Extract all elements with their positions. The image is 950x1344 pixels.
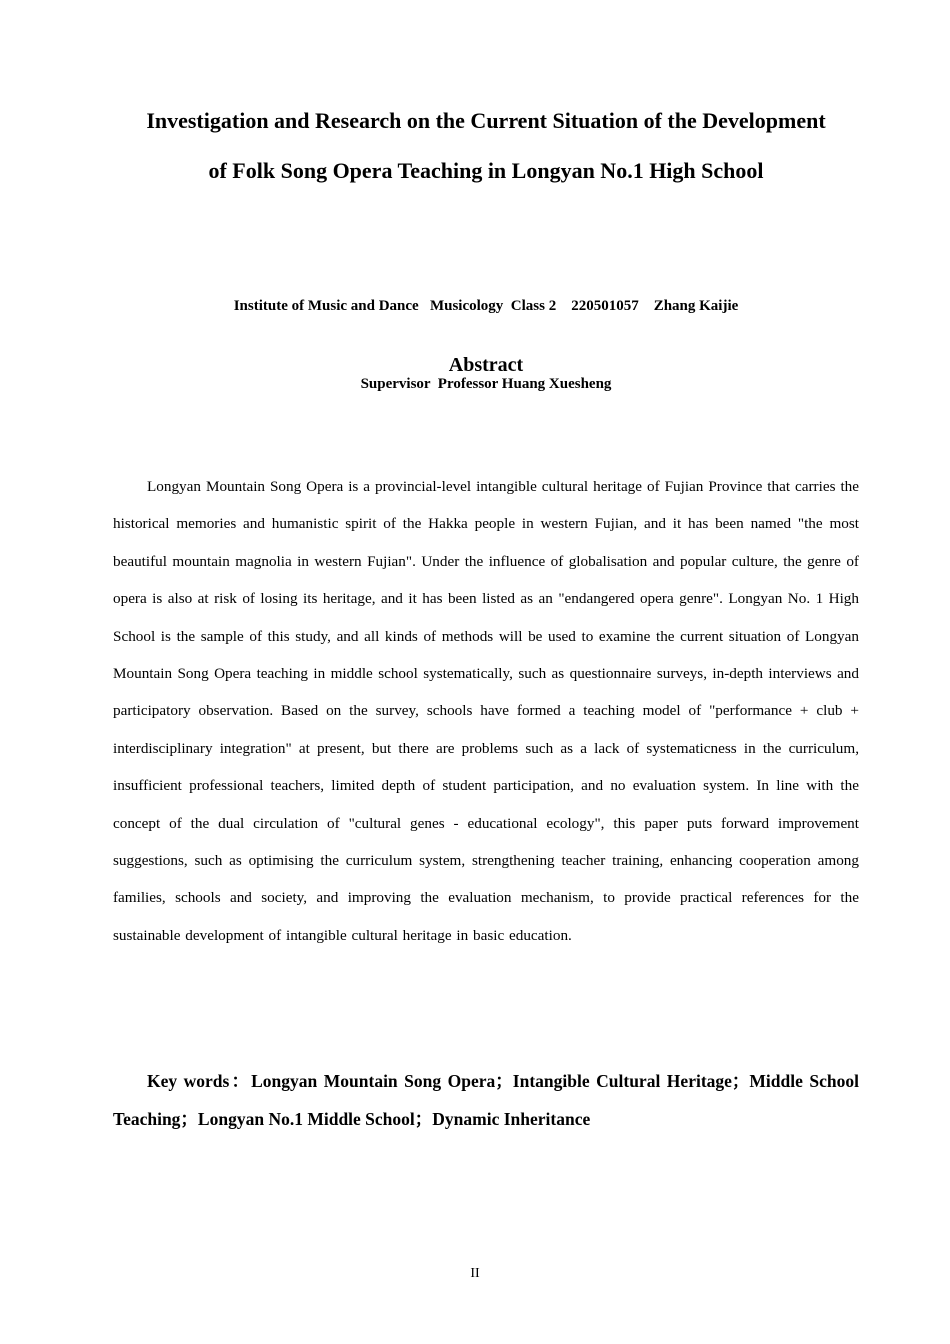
keywords-paragraph: Key words：Longyan Mountain Song Opera；Intangible Cultural Heritage；Middle School Teaching；Longyan No.1 Middle School；Dynamic Inheritance <box>113 1071 859 1129</box>
author-block <box>100 241 872 449</box>
abstract-body: Longyan Mountain Song Opera is a provincial-level intangible cultural heritage of Fujian Province that carries the historical memories and humanistic spirit of the Hakka people in western Fujian, and it has been named "the most beautiful mountain magnolia in western Fujian". Under the influence of globalisation and popular culture, the genre of opera is also at risk of losing its heritage, and it has been listed as an "endangered opera genre". Longyan No. 1 High School is the sample of this study, and all kinds of methods will be used to examine the current situation of Longyan Mountain Song Opera teaching in middle school systematically, such as questionnaire surveys, in-depth interviews and participatory observation. Based on the survey, schools have formed a teaching model of "performance + club + interdisciplinary integration" at present, but there are problems such as a lack of systematicness in the curriculum, insufficient professional teachers, limited depth of student participation, and no evaluation system. In line with the concept of the dual circulation of "cultural genes - educational ecology", this paper puts forward improvement suggestions, such as optimising the curriculum system, strengthening teacher training, enhancing cooperation among families, schools and society, and improving the evaluation mechanism, to provide practical references for the sustainable development of intangible cultural heritage in basic education. <box>113 478 859 944</box>
paper-title <box>100 96 872 196</box>
paper-title-line-1: Investigation and Research on the Current Situation of the Development <box>146 108 826 133</box>
paper-title-line-2: of Folk Song Opera Teaching in Longyan No.1 High School <box>208 158 764 183</box>
author-affiliation-line: Institute of Music and Dance Musicology Class 2 220501057 Zhang Kaijie <box>233 298 739 314</box>
abstract-heading: Abstract <box>448 354 524 376</box>
supervisor-line: Supervisor Professor Huang Xuesheng <box>360 376 612 392</box>
page-number: II <box>470 1266 480 1281</box>
